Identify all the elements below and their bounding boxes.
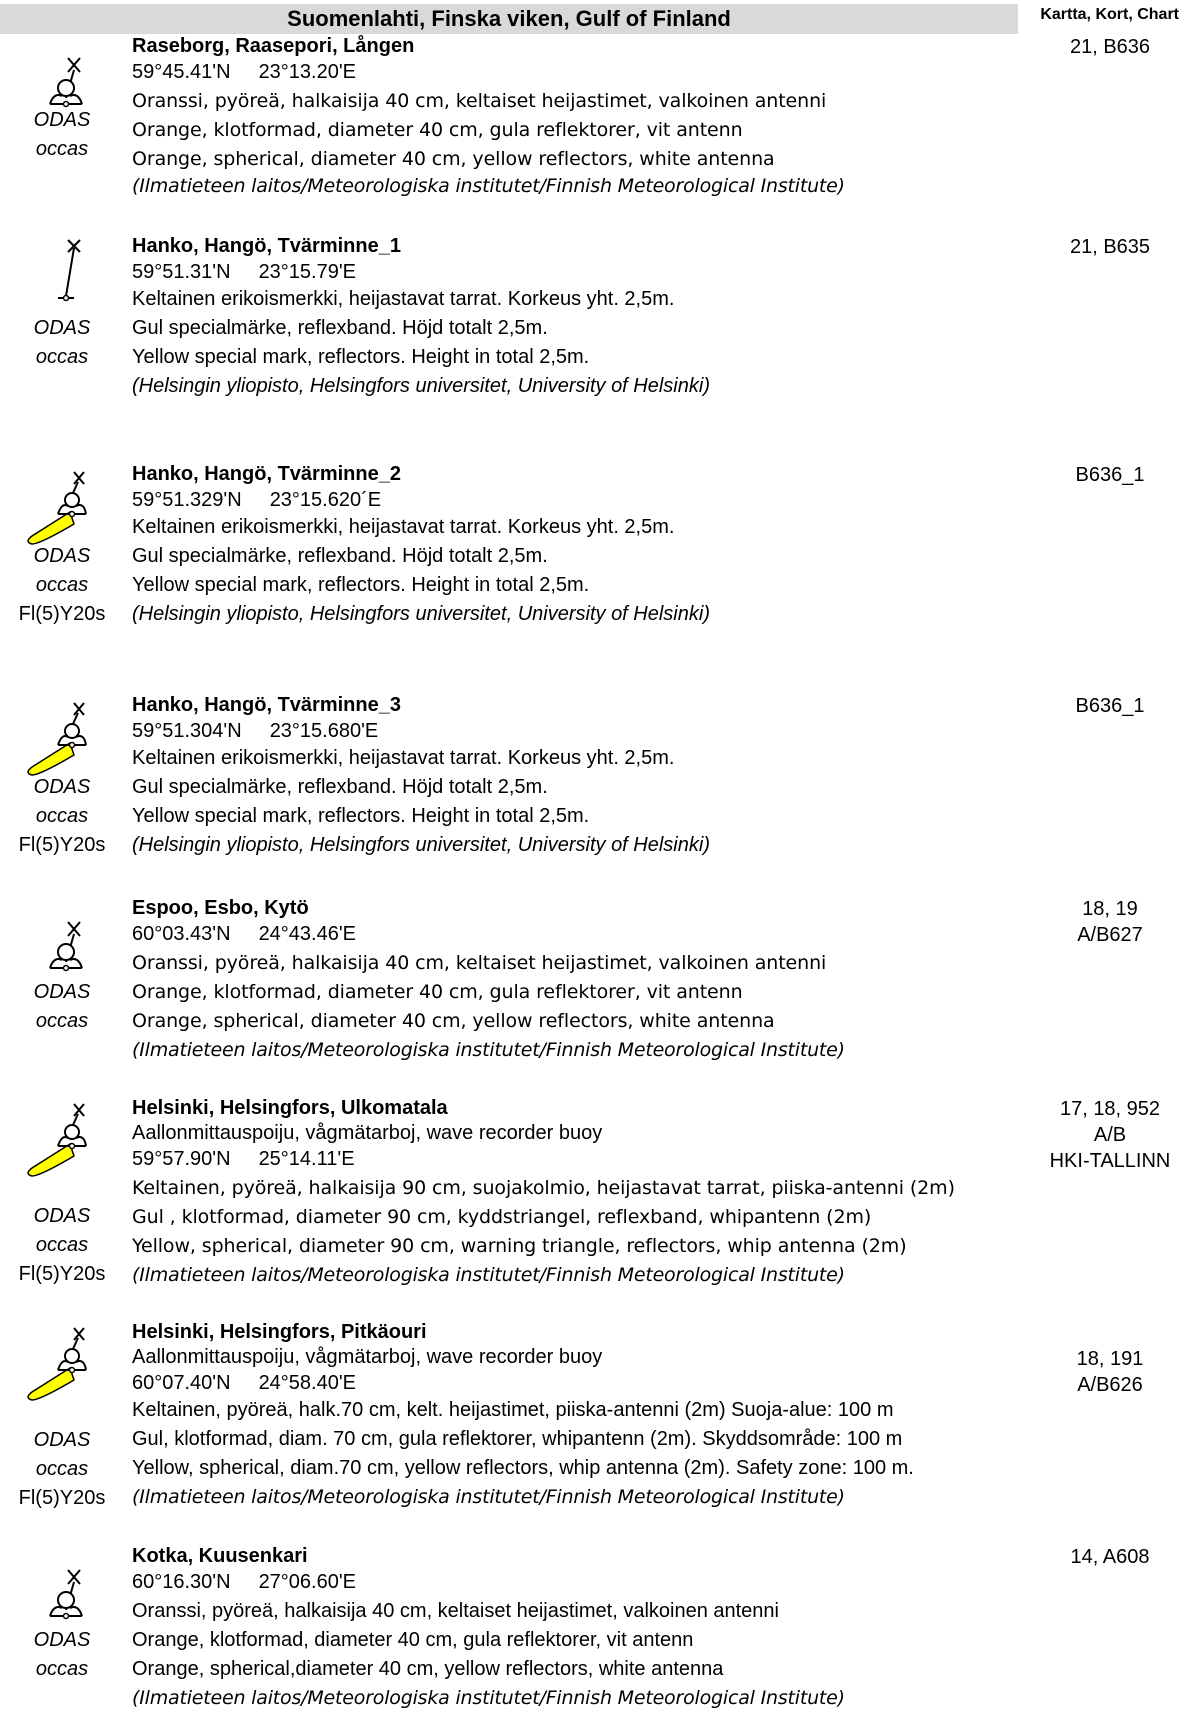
coordinates [132, 1370, 992, 1396]
type-label: ODAS [33, 1429, 91, 1451]
chart-ref-line-1: 17, 18, 952 [1059, 1098, 1161, 1120]
chart-ref: 14, A608 [1070, 1546, 1150, 1568]
latitude: 59°51.304'N [132, 720, 242, 742]
description-en: Orange, spherical, diameter 40 cm, yellow reflectors, white antenna [132, 148, 775, 170]
chart-ref: B636_1 [1075, 695, 1145, 717]
light-label: occas [35, 1234, 89, 1256]
source: (Helsingin yliopisto, Helsingfors universitet, University of Helsinki) [132, 834, 710, 856]
type-label: ODAS [33, 317, 91, 339]
coordinates [132, 487, 992, 513]
station-subtitle: Aallonmittauspoiju, vågmätarboj, wave recorder buoy [132, 1346, 603, 1368]
source: (Ilmatieteen laitos/Meteorologiska institutet/Finnish Meteorological Institute) [132, 1039, 845, 1061]
lit-buoy-icon [18, 1100, 118, 1190]
station-subtitle: Aallonmittauspoiju, vågmätarboj, wave recorder buoy [132, 1122, 603, 1144]
latitude: 59°45.41'N [132, 61, 231, 83]
station-name: Espoo, Esbo, Kytö [132, 897, 309, 919]
type-label: ODAS [33, 981, 91, 1003]
station-name: Kotka, Kuusenkari [132, 1545, 308, 1567]
light-character: Fl(5)Y20s [18, 1263, 106, 1285]
latitude: 59°51.31'N [132, 261, 231, 283]
source: (Ilmatieteen laitos/Meteorologiska institutet/Finnish Meteorological Institute) [132, 1687, 845, 1709]
coordinates [132, 1146, 992, 1172]
chart-column-header: Kartta, Kort, Chart [1040, 6, 1179, 23]
chart-ref-line-1: 18, 19 [1082, 898, 1138, 920]
description-en: Orange, spherical, diameter 40 cm, yellow reflectors, white antenna [132, 1010, 775, 1032]
description-sv: Orange, klotformad, diameter 40 cm, gula reflektorer, vit antenn [132, 981, 743, 1003]
chart-ref-line-3: HKI-TALLINN [1049, 1150, 1171, 1172]
description-en: Yellow, spherical, diam.70 cm, yellow reflectors, whip antenna (2m). Safety zone: 100 m. [132, 1457, 914, 1479]
type-label: ODAS [33, 1205, 91, 1227]
description-sv: Orange, klotformad, diameter 40 cm, gula reflektorer, vit antenn [132, 119, 743, 141]
description-fi: Keltainen erikoismerkki, heijastavat tarrat. Korkeus yht. 2,5m. [132, 288, 675, 310]
type-label: ODAS [33, 1629, 91, 1651]
latitude: 60°16.30'N [132, 1571, 231, 1593]
light-label: occas [35, 1010, 89, 1032]
light-label: occas [35, 346, 89, 368]
description-sv: Gul specialmärke, reflexband. Höjd totalt 2,5m. [132, 545, 548, 567]
longitude: 27°06.60'E [258, 1571, 357, 1593]
source: (Ilmatieteen laitos/Meteorologiska institutet/Finnish Meteorological Institute) [132, 1486, 845, 1508]
longitude: 23°15.79'E [258, 261, 357, 283]
station-name: Hanko, Hangö, Tvärminne_3 [132, 694, 401, 716]
description-fi: Oranssi, pyöreä, halkaisija 40 cm, keltaiset heijastimet, valkoinen antenni [132, 90, 827, 112]
latitude: 60°07.40'N [132, 1372, 231, 1394]
longitude: 23°15.680'E [269, 720, 379, 742]
description-sv: Orange, klotformad, diameter 40 cm, gula reflektorer, vit antenn [132, 1629, 694, 1651]
light-character: Fl(5)Y20s [18, 1487, 106, 1509]
station-name: Helsinki, Helsingfors, Ulkomatala [132, 1097, 448, 1119]
source: (Helsingin yliopisto, Helsingfors universitet, University of Helsinki) [132, 375, 710, 397]
description-sv: Gul, klotformad, diam. 70 cm, gula reflektorer, whipantenn (2m). Skyddsområde: 100 m [132, 1428, 903, 1450]
station-name: Hanko, Hangö, Tvärminne_2 [132, 463, 401, 485]
longitude: 23°13.20'E [258, 61, 357, 83]
latitude: 60°03.43'N [132, 923, 231, 945]
chart-ref: 21, B636 [1069, 36, 1151, 58]
description-en: Yellow special mark, reflectors. Height in total 2,5m. [132, 805, 590, 827]
coordinates [132, 1569, 992, 1595]
coordinates [132, 718, 992, 744]
coordinates [132, 59, 992, 85]
station-name: Raseborg, Raasepori, Lången [132, 35, 415, 57]
longitude: 25°14.11'E [258, 1148, 355, 1170]
chart-ref-line-2: A/B [1093, 1124, 1127, 1146]
source: (Ilmatieteen laitos/Meteorologiska institutet/Finnish Meteorological Institute) [132, 1264, 845, 1286]
light-character: Fl(5)Y20s [18, 834, 106, 856]
description-fi: Keltainen erikoismerkki, heijastavat tarrat. Korkeus yht. 2,5m. [132, 747, 675, 769]
longitude: 24°43.46'E [258, 923, 357, 945]
light-character: Fl(5)Y20s [18, 603, 106, 625]
type-label: ODAS [33, 776, 91, 798]
longitude: 23°15.620´E [269, 489, 382, 511]
source: (Ilmatieteen laitos/Meteorologiska institutet/Finnish Meteorological Institute) [132, 175, 845, 197]
description-en: Orange, spherical,diameter 40 cm, yellow reflectors, white antenna [132, 1658, 724, 1680]
latitude: 59°57.90'N [132, 1148, 231, 1170]
type-label: ODAS [33, 109, 91, 131]
station-name: Helsinki, Helsingfors, Pitkäouri [132, 1321, 427, 1343]
description-fi: Keltainen, pyöreä, halk.70 cm, kelt. heijastimet, piiska-antenni (2m) Suoja-alue: 100 m [132, 1399, 894, 1421]
source: (Helsingin yliopisto, Helsingfors universitet, University of Helsinki) [132, 603, 710, 625]
description-en: Yellow special mark, reflectors. Height in total 2,5m. [132, 574, 590, 596]
coordinates [132, 259, 992, 285]
light-label: occas [35, 1658, 89, 1680]
description-en: Yellow, spherical, diameter 90 cm, warning triangle, reflectors, whip antenna (2m) [132, 1235, 907, 1257]
description-fi: Oranssi, pyöreä, halkaisija 40 cm, keltaiset heijastimet, valkoinen antenni [132, 952, 827, 974]
description-fi: Keltainen, pyöreä, halkaisija 90 cm, suojakolmio, heijastavat tarrat, piiska-antenni (2m) [132, 1177, 955, 1199]
station-name: Hanko, Hangö, Tvärminne_1 [132, 235, 401, 257]
chart-ref: 21, B635 [1069, 236, 1151, 258]
description-fi: Keltainen erikoismerkki, heijastavat tarrat. Korkeus yht. 2,5m. [132, 516, 675, 538]
description-fi: Oranssi, pyöreä, halkaisija 40 cm, keltaiset heijastimet, valkoinen antenni [132, 1600, 779, 1622]
longitude: 24°58.40'E [258, 1372, 357, 1394]
chart-ref-line-1: 18, 191 [1076, 1348, 1144, 1370]
light-label: occas [35, 1458, 89, 1480]
light-label: occas [35, 138, 89, 160]
lit-buoy-icon [18, 1324, 118, 1414]
description-sv: Gul , klotformad, diameter 90 cm, kyddstriangel, reflexband, whipantenn (2m) [132, 1206, 872, 1228]
chart-ref: B636_1 [1075, 464, 1145, 486]
chart-ref-line-2: A/B627 [1077, 924, 1143, 946]
page-title: Suomenlahti, Finska viken, Gulf of Finland [287, 6, 731, 31]
type-label: ODAS [33, 545, 91, 567]
light-label: occas [35, 805, 89, 827]
light-label: occas [35, 574, 89, 596]
description-sv: Gul specialmärke, reflexband. Höjd totalt 2,5m. [132, 317, 548, 339]
description-en: Yellow special mark, reflectors. Height in total 2,5m. [132, 346, 590, 368]
latitude: 59°51.329'N [132, 489, 242, 511]
coordinates [132, 921, 992, 947]
chart-ref-line-2: A/B626 [1077, 1374, 1143, 1396]
description-sv: Gul specialmärke, reflexband. Höjd totalt 2,5m. [132, 776, 548, 798]
